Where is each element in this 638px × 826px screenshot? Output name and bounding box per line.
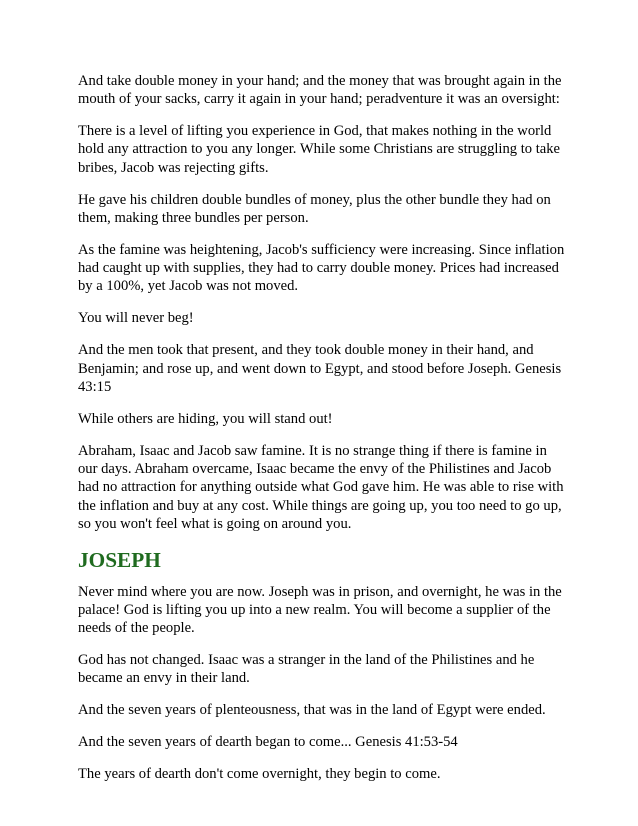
paragraph: And the seven years of plenteousness, that was in the land of Egypt were ended.: [78, 702, 546, 719]
paragraph: And take double money in your hand; and the money that was brought again in the mouth of your sacks, carry it again in your hand; peradventure it was an oversight:: [78, 73, 562, 108]
paragraph: He gave his children double bundles of money, plus the other bundle they had on them, making three bundles per person.: [78, 191, 551, 226]
section-heading: JOSEPH: [78, 547, 161, 572]
paragraph: As the famine was heightening, Jacob's sufficiency were increasing. Since inflation had caught up with supplies, they had to carry double money. Prices had increased by a 100%, yet Jacob was not moved.: [78, 241, 565, 295]
paragraph: There is a level of lifting you experience in God, that makes nothing in the world hold any attraction to you any longer. While some Christians are struggling to take bribes, Jacob was rejecting gifts.: [78, 123, 561, 176]
paragraph: Never mind where you are now. Joseph was in prison, and overnight, he was in the palace! God is lifting you up into a new realm. You will become a supplier of the needs of the people.: [78, 583, 562, 637]
paragraph: God has not changed. Isaac was a stranger in the land of the Philistines and he became an envy in their land.: [78, 652, 535, 687]
paragraph: The years of dearth don't come overnight, they begin to come.: [78, 766, 441, 783]
paragraph: While others are hiding, you will stand out!: [78, 410, 333, 427]
paragraph: Abraham, Isaac and Jacob saw famine. It is no strange thing if there is famine in our days. Abraham overcame, Isaac became the envy of the Philistines and Jacob had no attraction for anything outside what God gave him. He was able to rise with the inflation and buy at any cost. While things are going up, you too need to go up, so you won't feel what is going on around you.: [78, 442, 564, 532]
paragraph: You will never beg!: [78, 310, 194, 327]
paragraph: And the men took that present, and they took double money in their hand, and Benjamin; and rose up, and went down to Egypt, and stood before Joseph. Genesis 43:15: [78, 342, 562, 395]
paragraph: And the seven years of dearth began to come... Genesis 41:53-54: [78, 734, 458, 751]
document-page: [78, 72, 566, 797]
